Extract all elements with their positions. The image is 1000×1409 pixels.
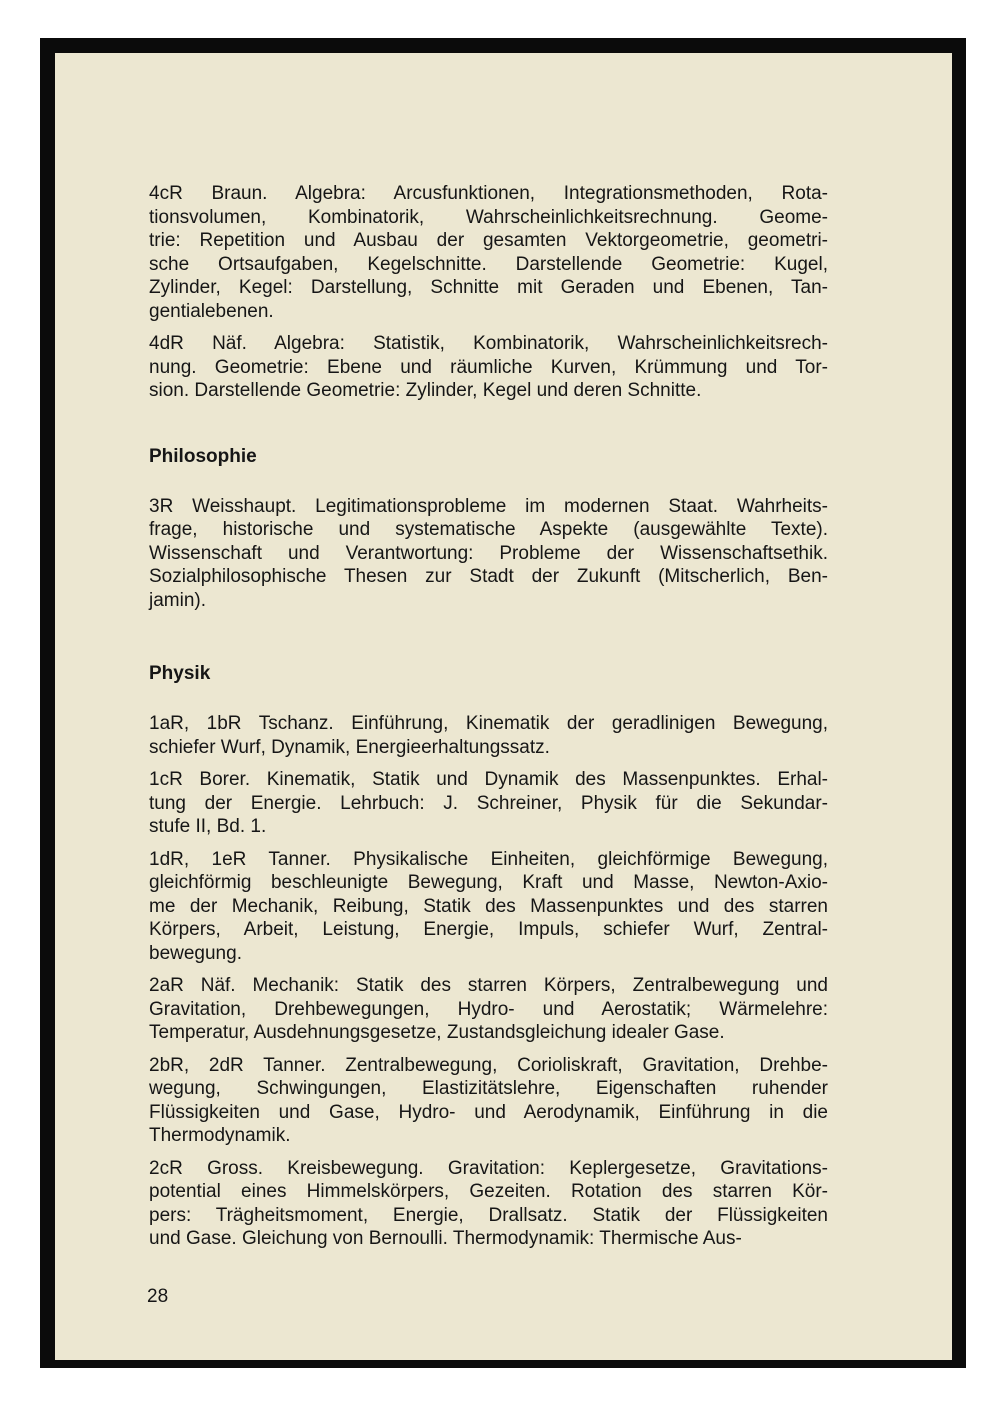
- text-line: 2aR Näf. Mechanik: Statik des starren Körpers, Zentralbewegung und: [149, 975, 828, 996]
- paragraph: [149, 1157, 828, 1251]
- text-line: 4dR Näf. Algebra: Statistik, Kombinatorik, Wahrscheinlichkeitsrech-: [149, 333, 828, 354]
- text-line: sche Ortsaufgaben, Kegelschnitte. Darstellende Geometrie: Kugel,: [149, 253, 828, 275]
- text-line: 4cR Braun. Algebra: Arcusfunktionen, Integrationsmethoden, Rota-: [149, 183, 828, 204]
- text-line: trie: Repetition und Ausbau der gesamten Vektorgeometrie, geometri-: [149, 230, 828, 251]
- paragraph: [149, 332, 828, 403]
- text-line: Temperatur, Ausdehnungsgesetze, Zustandsgleichung idealer Gase.: [149, 1022, 725, 1043]
- section-heading-philosophie: Philosophie: [149, 445, 257, 467]
- text-line: Körpers, Arbeit, Leistung, Energie, Impuls, schiefer Wurf, Zentral-: [149, 919, 828, 940]
- text-line: tung der Energie. Lehrbuch: J. Schreiner, Physik für die Sekundar-: [149, 792, 828, 814]
- paragraph: [149, 712, 828, 759]
- text-line: nung. Geometrie: Ebene und räumliche Kurven, Krümmung und Tor-: [149, 356, 828, 378]
- philosophie-body: [149, 495, 828, 613]
- text-line: frage, historische und systematische Aspekte (ausgewählte Texte).: [149, 519, 828, 540]
- text-line: Sozialphilosophische Thesen zur Stadt der Zukunft (Mitscherlich, Ben-: [149, 566, 828, 587]
- paragraph: [149, 974, 828, 1045]
- page-number: 28: [147, 1286, 169, 1307]
- text-line: jamin).: [149, 589, 207, 611]
- text-line: Flüssigkeiten und Gase, Hydro- und Aerodynamik, Einführung in die: [149, 1101, 828, 1123]
- text-line: Gravitation, Drehbewegungen, Hydro- und Aerostatik; Wärmelehre:: [149, 998, 828, 1020]
- physik-body: [149, 712, 828, 1251]
- text-line: Wissenschaft und Verantwortung: Probleme der Wissenschaftsethik.: [149, 542, 828, 564]
- text-line: 3R Weisshaupt. Legitimationsprobleme im modernen Staat. Wahrheits-: [149, 495, 828, 517]
- paragraph: [149, 1054, 828, 1148]
- text-line: gleichförmig beschleunigte Bewegung, Kraft und Masse, Newton-Axio-: [149, 872, 828, 893]
- text-line: 1aR, 1bR Tschanz. Einführung, Kinematik der geradlinigen Bewegung,: [149, 713, 828, 734]
- text-line: pers: Trägheitsmoment, Energie, Drallsatz. Statik der Flüssigkeiten: [149, 1204, 828, 1226]
- paragraph: [149, 495, 828, 613]
- text-line: 2cR Gross. Kreisbewegung. Gravitation: Keplergesetze, Gravitations-: [149, 1157, 828, 1179]
- text-line: und Gase. Gleichung von Bernoulli. Thermodynamik: Thermische Aus-: [149, 1228, 742, 1249]
- text-line: potential eines Himmelskörpers, Gezeiten. Rotation des starren Kör-: [149, 1181, 828, 1202]
- section-heading-physik: Physik: [149, 663, 211, 684]
- mathematik-continuation: [149, 182, 828, 403]
- text-line: stufe II, Bd. 1.: [149, 816, 267, 837]
- text-line: schiefer Wurf, Dynamik, Energieerhaltungssatz.: [149, 736, 550, 758]
- text-line: 1cR Borer. Kinematik, Statik und Dynamik des Massenpunktes. Erhal-: [149, 769, 828, 790]
- text-line: tionsvolumen, Kombinatorik, Wahrscheinlichkeitsrechnung. Geome-: [149, 206, 828, 228]
- text-line: Thermodynamik.: [149, 1125, 291, 1146]
- paragraph: [149, 848, 828, 966]
- text-line: 1dR, 1eR Tanner. Physikalische Einheiten, gleichförmige Bewegung,: [149, 848, 828, 870]
- text-line: gentialebenen.: [149, 300, 274, 322]
- text-line: sion. Darstellende Geometrie: Zylinder, Kegel und deren Schnitte.: [149, 380, 702, 401]
- text-line: Zylinder, Kegel: Darstellung, Schnitte mit Geraden und Ebenen, Tan-: [149, 277, 828, 298]
- text-line: 2bR, 2dR Tanner. Zentralbewegung, Corioliskraft, Gravitation, Drehbe-: [149, 1054, 828, 1076]
- text-line: wegung, Schwingungen, Elastizitätslehre, Eigenschaften ruhender: [149, 1078, 828, 1099]
- text-line: bewegung.: [149, 942, 242, 964]
- paragraph: [149, 768, 828, 839]
- paragraph: [149, 182, 828, 323]
- document-content: [149, 182, 828, 1260]
- text-line: me der Mechanik, Reibung, Statik des Massenpunktes und des starren: [149, 895, 828, 917]
